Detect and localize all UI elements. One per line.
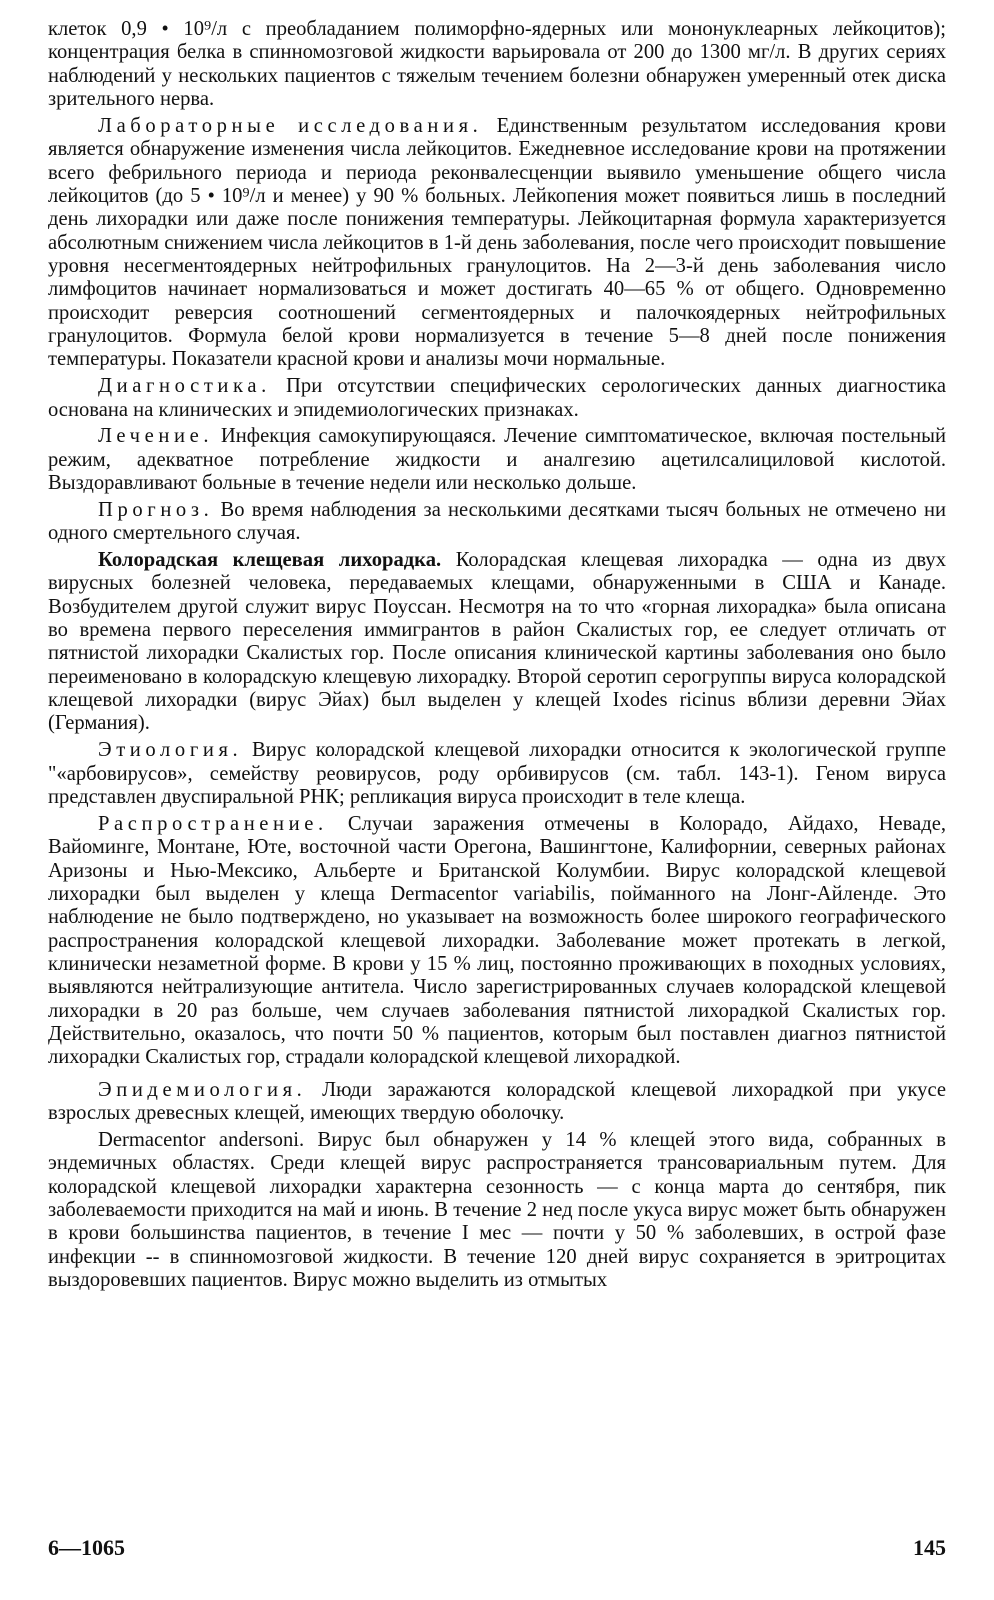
signature-mark: 6—1065 [48,1535,125,1560]
page-number: 145 [913,1535,946,1560]
page-text [48,18,946,1296]
paragraph-epidemiology [48,1079,946,1126]
section-heading-epidemiology: Эпидемиология. [98,1078,307,1101]
paragraph-dermacentor [48,1129,946,1292]
section-heading-treatment: Лечение. [98,425,214,448]
paragraph-text: Во время наблюдения за несколькими десятками тысяч больных не отмечено ни одного смертельного случая. [48,498,946,545]
paragraph-text: Вирус колорадской клещевой лихорадки относится к экологической группе "«арбовирусов», семейству реовирусов, роду орбивирусов (см. табл. 143-1). Геном вируса представлен двуспиральной РНК; репликация вируса происходит в теле клеща. [48,739,946,808]
paragraph-treatment [48,425,946,495]
paragraph-text: Колорадская клещевая лихорадка — одна из двух вирусных болезней человека, передаваемых клещами, обнаруженными в США и Канаде. Возбудителем другой служит вирус Поуссан. Несмотря на то что «горная лихорадка» была описана во времена первого переселения иммигрантов в район Скалистых гор, ее следует отличать от пятнистой лихорадки Скалистых гор. После описания клинической картины заболевания оно было переименовано в колорадскую клещевую лихорадку. Второй серотип серогруппы вируса колорадской клещевой лихорадки (вирус Эйах) был выделен у клещей Ixodes ricinus вблизи деревни Эйах (Германия). [48,549,946,735]
paragraph-text: Люди заражаются колорадской клещевой лихорадкой при укусе взрослых древесных клещей, имеющих твердую оболочку. [48,1078,946,1124]
paragraph-text: Dermacentor andersoni. Вирус был обнаружен у 14 % клещей этого вида, собранных в эндемичных областях. Среди клещей вирус распространяется трансовариальным путем. Для колорадской клещевой лихорадки характерна сезонность — с конца марта до сентября, пик заболеваемости приходится на май и июнь. В течение 2 нед после укуса вирус может быть обнаружен в крови большинства пациентов, в течение I мес — почти у 50 % заболевших, в острой фазе инфекции -- в спинномозговой жидкости. В течение 120 дней вирус сохраняется в эритроцитах выздоровевших пациентов. Вирус можно выделить из отмытых [48,1128,946,1291]
paragraph-etiology [48,739,946,809]
paragraph-text: Инфекция самокупирующаяся. Лечение симптоматическое, включая постельный режим, адекватное потребление жидкости и аналгезию ацетилсалициловой кислотой. Выздоравливают больные в течение недели или несколько дольше. [48,425,946,495]
section-heading-distribution: Распространение. [98,812,328,835]
paragraph-diagnostics [48,375,946,422]
section-heading-laboratory: Лабораторные исследования. [98,114,483,137]
section-heading-prognosis: Прогноз. [98,498,214,521]
paragraph-text: Случаи заражения отмечены в Колорадо, Айдахо, Неваде, Вайоминге, Монтане, Юте, восточной части Орегона, Вашингтоне, Калифорнии, северных районах Аризоны и Нью-Мексико, Альберте и Британской Колумбии. Вирус колорадской клещевой лихорадки был выделен у клеща Dermacentor variabilis, пойманного на Лонг-Айленде. Это наблюдение не было подтверждено, но указывает на возможность более широкого географического распространения колорадской клещевой лихорадки. Заболевание может протекать в легкой, клинически незаметной форме. В крови у 15 % лиц, постоянно проживающих в походных условиях, выявляются нейтрализующие антитела. Число зарегистрированных случаев колорадской клещевой лихорадки в 20 раз больше, чем случаев заболевания пятнистой лихорадкой Скалистых гор. Действительно, оказалось, что почти 50 % пациентов, которым был поставлен диагноз пятнистой лихорадки Скалистых гор, страдали колорадской клещевой лихорадкой. [48,812,946,1069]
paragraph-prognosis [48,499,946,546]
section-heading-etiology: Этиология. [98,739,243,762]
section-heading-diagnostics: Диагностика. [98,375,271,398]
paragraph-text: клеток 0,9 • 10⁹/л с преобладанием полиморфно-ядерных или мононуклеарных лейкоцитов); концентрация белка в спинномозговой жидкости варьировала от 200 до 1300 мг/л. В других сериях наблюдений у нескольких пациентов с тяжелым течением болезни обнаружен умеренный отек диска зрительного нерва. [48,18,946,111]
paragraph-distribution [48,813,946,1070]
section-title-colorado-tick-fever: Колорадская клещевая лихорадка. [98,549,442,572]
paragraph-text: Единственным результатом исследования крови является обнаружение изменения числа лейкоцитов. Ежедневное исследование крови на протяжении всего фебрильного периода и периода реконвалесценции выявило уменьшение общего числа лейкоцитов (до 5 • 10⁹/л и менее) у 90 % больных. Лейкопения может появиться лишь в последний день лихорадки или даже после понижения температуры. Лейкоцитарная формула характеризуется абсолютным снижением числа лейкоцитов в 1-й день заболевания, после чего происходит повышение уровня несегментоядерных нейтрофильных гранулоцитов. На 2—3-й день заболевания число лимфоцитов начинает нормализоваться и может достигать 40—65 % от общего. Одновременно происходит реверсия соотношений сегментоядерных и палочкоядерных нейтрофильных гранулоцитов. Формула белой крови нормализуется в течение 5—8 дней после понижения температуры. Показатели красной крови и анализы мочи нормальные. [48,114,946,371]
paragraph-colorado-tick-fever [48,549,946,736]
paragraph-laboratory [48,115,946,372]
paragraph-text: При отсутствии специфических серологических данных диагностика основана на клинических и эпидемиологических признаках. [48,375,946,421]
paragraph-csf-findings [48,18,946,111]
